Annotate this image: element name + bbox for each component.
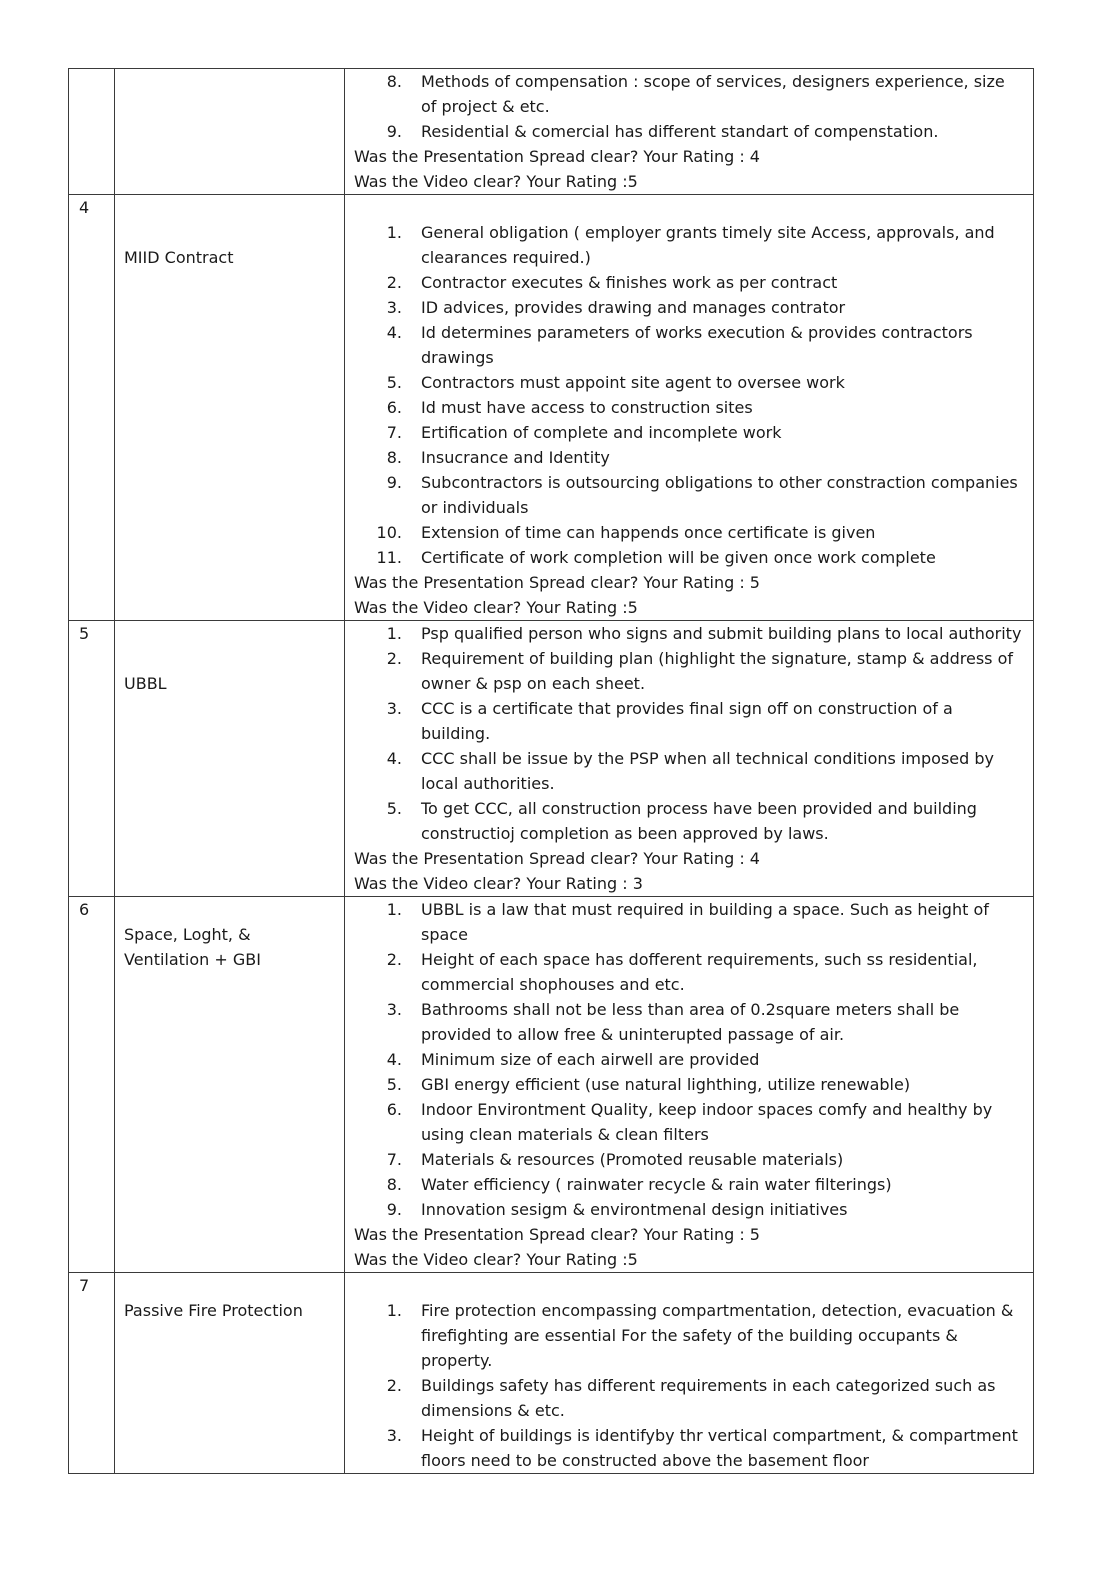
list-item: 1. UBBL is a law that must required in building a space. Such as height of space xyxy=(386,900,989,944)
list-item: 5. To get CCC, all construction process have been provided and building constructioj completion as been approved by laws. xyxy=(386,799,977,843)
list-item: 7. Ertification of complete and incomplete work xyxy=(386,423,782,442)
video-rating: Was the Video clear? Your Rating :5 xyxy=(354,598,638,617)
list-item: 4. Minimum size of each airwell are provided xyxy=(386,1050,760,1069)
table-row xyxy=(69,195,1034,621)
presentation-rating: Was the Presentation Spread clear? Your Rating : 5 xyxy=(354,1225,760,1244)
list-item: 10. Extension of time can happends once certificate is given xyxy=(376,523,876,542)
row-topic: Space, Loght, & Ventilation + GBI xyxy=(115,897,345,1273)
list-item: 8. Methods of compensation : scope of services, designers experience, size of project & etc. xyxy=(386,72,1005,116)
row-number: 5 xyxy=(69,621,115,897)
notes-list xyxy=(354,220,1025,570)
list-item: 8. Insucrance and Identity xyxy=(386,448,610,467)
row-topic: Passive Fire Protection xyxy=(115,1273,345,1474)
list-item: 2. Contractor executes & finishes work as per contract xyxy=(386,273,838,292)
presentation-rating: Was the Presentation Spread clear? Your Rating : 4 xyxy=(354,849,760,868)
list-item: 3. CCC is a certificate that provides final sign off on construction of a building. xyxy=(386,699,953,743)
list-item: 3. Height of buildings is identifyby thr vertical compartment, & compartment floors need to be constructed above the basement floor xyxy=(386,1426,1018,1470)
list-item: 2. Buildings safety has different requirements in each categorized such as dimensions & etc. xyxy=(386,1376,996,1420)
list-item: 3. Bathrooms shall not be less than area of 0.2square meters shall be provided to allow free & uninterupted passage of air. xyxy=(386,1000,960,1044)
presentation-rating: Was the Presentation Spread clear? Your Rating : 4 xyxy=(354,147,760,166)
row-number: 7 xyxy=(69,1273,115,1474)
row-description xyxy=(345,621,1034,897)
list-item: 2. Requirement of building plan (highlight the signature, stamp & address of owner & psp on each sheet. xyxy=(386,649,1014,693)
video-rating: Was the Video clear? Your Rating :5 xyxy=(354,172,638,191)
row-description xyxy=(345,897,1034,1273)
list-item: 6. Indoor Environtment Quality, keep indoor spaces comfy and healthy by using clean materials & clean filters xyxy=(386,1100,993,1144)
row-topic xyxy=(115,69,345,195)
notes-list xyxy=(354,69,1025,144)
list-item: 11. Certificate of work completion will be given once work complete xyxy=(376,548,936,567)
list-item: 8. Water efficiency ( rainwater recycle & rain water filterings) xyxy=(386,1175,892,1194)
row-number xyxy=(69,69,115,195)
list-item: 9. Innovation sesigm & environtmenal design initiatives xyxy=(386,1200,848,1219)
table-row xyxy=(69,1273,1034,1474)
presentation-rating: Was the Presentation Spread clear? Your Rating : 5 xyxy=(354,573,760,592)
list-item: 9. Residential & comercial has different standart of compenstation. xyxy=(386,122,939,141)
row-number: 4 xyxy=(69,195,115,621)
list-item: 5. GBI energy efficient (use natural lighthing, utilize renewable) xyxy=(386,1075,911,1094)
table-row xyxy=(69,69,1034,195)
list-item: 7. Materials & resources (Promoted reusable materials) xyxy=(386,1150,844,1169)
table-row xyxy=(69,621,1034,897)
row-description xyxy=(345,1273,1034,1474)
evaluation-table xyxy=(68,68,1034,1474)
row-description xyxy=(345,195,1034,621)
list-item: 6. Id must have access to construction sites xyxy=(386,398,753,417)
notes-list xyxy=(354,621,1025,846)
list-item: 4. Id determines parameters of works execution & provides contractors drawings xyxy=(386,323,973,367)
list-item: 4. CCC shall be issue by the PSP when all technical conditions imposed by local authorities. xyxy=(386,749,994,793)
list-item: 9. Subcontractors is outsourcing obligations to other constraction companies or individuals xyxy=(386,473,1018,517)
list-item: 1. General obligation ( employer grants timely site Access, approvals, and clearances required.) xyxy=(386,223,995,267)
list-item: 3. ID advices, provides drawing and manages contrator xyxy=(386,298,846,317)
row-topic: UBBL xyxy=(115,621,345,897)
list-item: 5. Contractors must appoint site agent to oversee work xyxy=(386,373,845,392)
table-row xyxy=(69,897,1034,1273)
list-item: 1. Fire protection encompassing compartmentation, detection, evacuation & firefighting are essential For the safety of the building occupants & property. xyxy=(386,1301,1014,1370)
row-topic: MIID Contract xyxy=(115,195,345,621)
notes-list xyxy=(354,897,1025,1222)
list-item: 2. Height of each space has dofferent requirements, such ss residential, commercial shophouses and etc. xyxy=(386,950,978,994)
video-rating: Was the Video clear? Your Rating :5 xyxy=(354,1250,638,1269)
notes-list xyxy=(354,1298,1025,1473)
list-item: 1. Psp qualified person who signs and submit building plans to local authority xyxy=(386,624,1022,643)
row-description xyxy=(345,69,1034,195)
row-number: 6 xyxy=(69,897,115,1273)
video-rating: Was the Video clear? Your Rating : 3 xyxy=(354,874,643,893)
